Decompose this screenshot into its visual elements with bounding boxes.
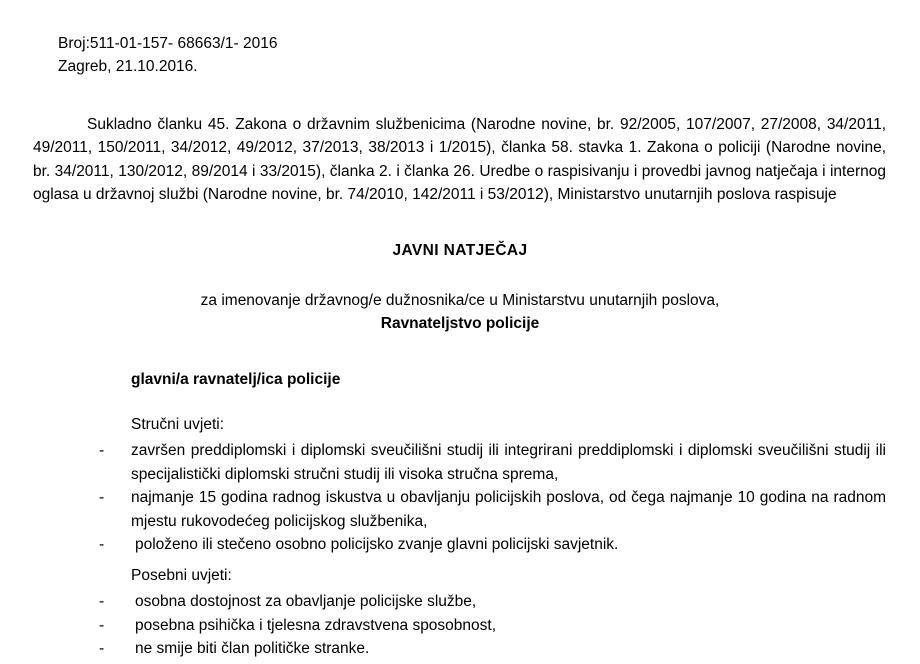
special-requirements-heading: Posebni uvjeti: (131, 567, 232, 584)
bullet-dash-icon: - (99, 640, 105, 657)
position-title: glavni/a ravnatelj/ica policije (131, 371, 341, 388)
bullet-dash-icon: - (99, 593, 105, 610)
bullet-dash-icon: - (99, 616, 105, 634)
bullet-dash-icon: - (99, 442, 105, 459)
list-item-text: osobna dostojnost za obavljanje policijske službe, (135, 593, 477, 610)
list-item-text: ne smije biti član političke stranke. (135, 640, 370, 657)
list-item (33, 486, 886, 533)
subtitle-purpose-line: za imenovanje državnog/e dužnosnika/ce u Ministarstvu unutarnjih poslova, (200, 292, 720, 309)
list-item-text: najmanje 15 godina radnog iskustva u obavljanju policijskih poslova, od čega najmanje 10 godina na radnom mjestu rukovodećeg policijskog službenika, (131, 489, 886, 530)
bullet-dash-icon: - (99, 536, 105, 553)
subtitle-organization-line: Ravnateljstvo policije (380, 315, 540, 332)
professional-requirements-heading: Stručni uvjeti: (131, 416, 225, 433)
list-item (33, 533, 886, 557)
place-and-date: Zagreb, 21.10.2016. (58, 58, 198, 75)
page-title: JAVNI NATJEČAJ (392, 242, 528, 259)
document-header (58, 32, 277, 78)
list-item (33, 614, 886, 638)
list-item (33, 439, 886, 486)
list-item (33, 590, 886, 614)
list-item-text: položeno ili stečeno osobno policijsko zvanje glavni policijski savjetnik. (135, 536, 619, 553)
reference-number: Broj:511-01-157- 68663/1- 2016 (58, 35, 278, 52)
legal-preamble-paragraph: Sukladno članku 45. Zakona o državnim službenicima (Narodne novine, br. 92/2005, 107/2007, 27/2008, 34/2011, 49/2011, 150/2011, 34/2012, 49/2012, 37/2013, 38/2013 i 1/2015), članka 58. stavka 1. Zakona o policiji (Narodne novine, br. 34/2011, 130/2012, 89/2014 i 33/2015), članka 2. i članka 26. Uredbe o raspisivanju i provedbi javnog natječaja i internog oglasa u državnoj službi (Narodne novine, br. 74/2010, 142/2011 i 53/2012), Ministarstvo unutarnjih poslova raspisuje (33, 115, 886, 203)
document-subtitle (0, 289, 920, 335)
list-item-text: završen preddiplomski i diplomski sveučilišni studij ili integrirani preddiplomski i diplomski sveučilišni studij ili specijalistički diplomski stručni studij ili visoka stručna sprema, (131, 442, 886, 483)
special-requirements-list (33, 590, 886, 661)
list-item (33, 637, 886, 661)
list-item-text: posebna psihička i tjelesna zdravstvena sposobnost, (135, 616, 497, 634)
bullet-dash-icon: - (99, 489, 105, 506)
professional-requirements-list (33, 439, 886, 557)
